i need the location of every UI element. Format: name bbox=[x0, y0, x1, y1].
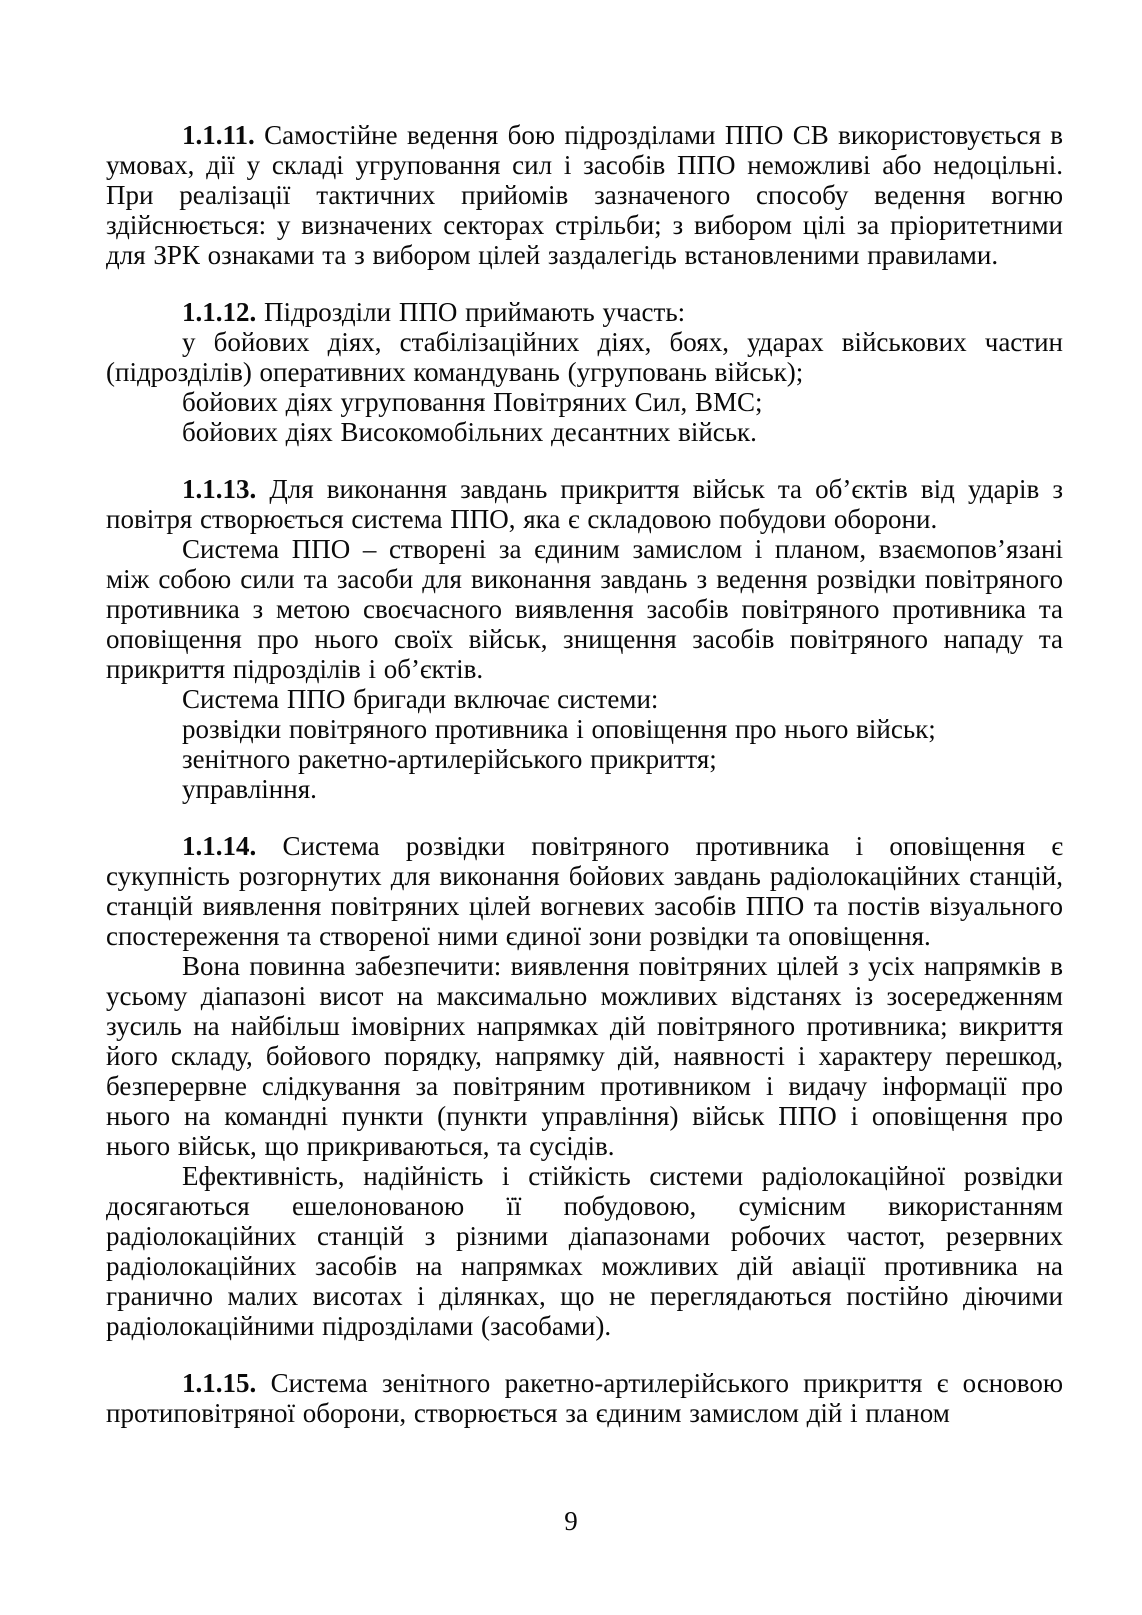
paragraph bbox=[106, 297, 1063, 327]
paragraph: бойових діях Високомобільних десантних військ. bbox=[182, 417, 757, 447]
paragraph: Ефективність, надійність і стійкість системи радіолокаційної розвідки досягаються ешелонованою її побудовою, сумісним використанням радіолокаційних станцій з різними діапазонами робочих частот, резервних радіолокаційних засобів на напрямках можливих дій авіації противника на гранично малих висотах і ділянках, що не переглядаються постійно діючими радіолокаційними підрозділами (засобами). bbox=[106, 1161, 1063, 1341]
paragraph-text: Система розвідки повітряного противника і оповіщення є сукупність розгорнутих для виконання бойових завдань радіолокаційних станцій, станцій виявлення повітряних цілей вогневих засобів ППО та постів візуального спостереження та створеної ними єдиної зони розвідки та оповіщення. bbox=[106, 831, 1063, 951]
section-1-1-14 bbox=[106, 831, 1063, 1341]
paragraph: управління. bbox=[182, 774, 317, 804]
paragraph-text: Підрозділи ППО приймають участь: bbox=[264, 297, 686, 327]
section-number: 1.1.11. bbox=[182, 120, 255, 150]
section-1-1-12 bbox=[106, 297, 1063, 447]
paragraph: Система ППО – створені за єдиним замислом і планом, взаємопов’язані між собою сили та засоби для виконання завдань з ведення розвідки повітряного противника з метою своєчасного виявлення засобів повітряного противника та оповіщення про нього своїх військ, знищення засобів повітряного нападу та прикриття підрозділів і об’єктів. bbox=[106, 534, 1063, 684]
paragraph-text: Система зенітного ракетно-артилерійського прикриття є основою протиповітряної оборони, створюється за єдиним замислом дій і планом bbox=[106, 1368, 1063, 1428]
paragraph: Вона повинна забезпечити: виявлення повітряних цілей з усіх напрямків в усьому діапазоні висот на максимально можливих відстанях із зосередженням зусиль на найбільш імовірних напрямках дій повітряного противника; викриття його складу, бойового порядку, напрямку дій, наявності і характеру перешкод, безперервне слідкування за повітряним противником і видачу інформації про нього на командні пункти (пункти управління) військ ППО і оповіщення про нього військ, що прикриваються, та сусідів. bbox=[106, 951, 1063, 1161]
paragraph: Система ППО бригади включає системи: bbox=[182, 684, 659, 714]
paragraph: розвідки повітряного противника і оповіщення про нього військ; bbox=[182, 714, 936, 744]
paragraph bbox=[106, 120, 1063, 270]
paragraph-text: Для виконання завдань прикриття військ та об’єктів від ударів з повітря створюється система ППО, яка є складовою побудови оборони. bbox=[106, 474, 1064, 534]
paragraph: у бойових діях, стабілізаційних діях, боях, ударах військових частин (підрозділів) оперативних командувань (угруповань військ); bbox=[106, 327, 1063, 387]
section-number: 1.1.14. bbox=[182, 831, 257, 861]
paragraph bbox=[106, 831, 1063, 951]
section-1-1-15 bbox=[106, 1368, 1063, 1428]
paragraph: зенітного ракетно-артилерійського прикриття; bbox=[182, 744, 717, 774]
paragraph bbox=[106, 1368, 1063, 1428]
section-1-1-13 bbox=[106, 474, 1063, 804]
section-number: 1.1.12. bbox=[182, 297, 257, 327]
page-number: 9 bbox=[564, 1506, 578, 1536]
paragraph-text: Самостійне ведення бою підрозділами ППО СВ використовується в умовах, дії у складі угруповання сил і засобів ППО неможливі або недоцільні. При реалізації тактичних прийомів зазначеного способу ведення вогню здійснюється: у визначених секторах стрільби; з вибором цілі за пріоритетними для ЗРК ознаками та з вибором цілей заздалегідь встановленими правилами. bbox=[106, 120, 1064, 270]
section-number: 1.1.13. bbox=[182, 474, 257, 504]
text-content bbox=[106, 120, 1063, 1428]
paragraph: бойових діях угруповання Повітряних Сил, ВМС; bbox=[182, 387, 763, 417]
section-number: 1.1.15. bbox=[182, 1368, 257, 1398]
section-1-1-11 bbox=[106, 120, 1063, 270]
paragraph bbox=[106, 474, 1063, 534]
